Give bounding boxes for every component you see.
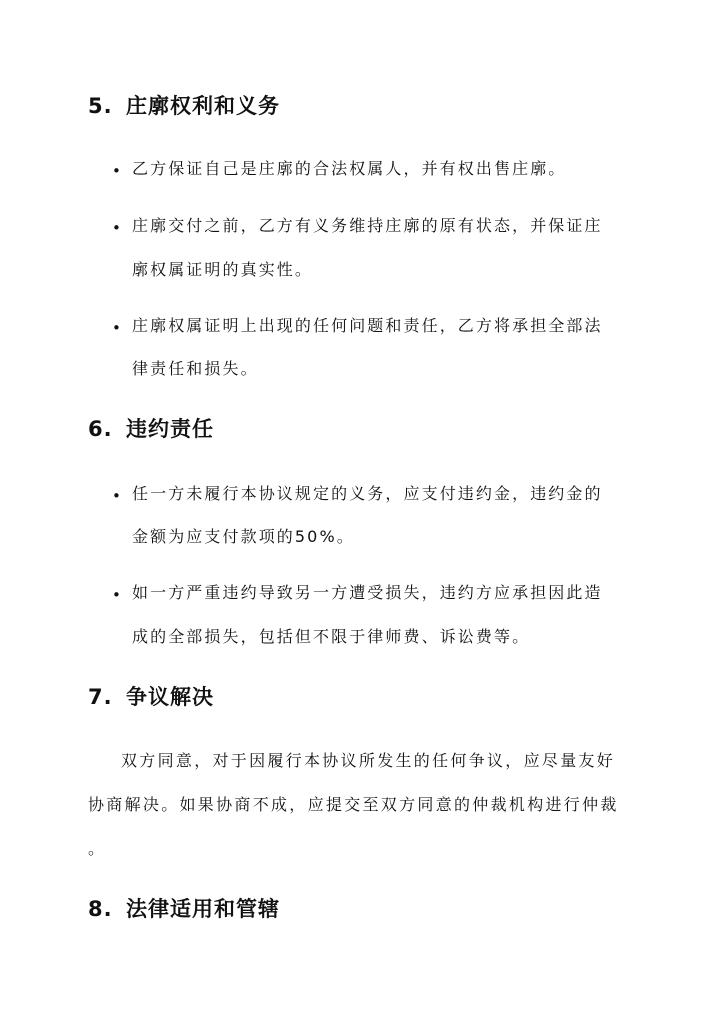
paragraph-line: 双方同意，对于因履行本协议所发生的任何争议，应尽量友好 [121, 751, 616, 770]
list-item-text: 庄廓权属证明上出现的任何问题和责任，乙方将承担全部法 [132, 316, 603, 335]
section-title: 庄廓权利和义务 [126, 94, 280, 118]
list-item-text: 庄廓交付之前，乙方有义务维持庄廓的原有状态，并保证庄 [132, 216, 603, 235]
list-item-text: 如一方严重违约导致另一方遭受损失，违约方应承担因此造 [132, 583, 603, 602]
bullet-marker: • [112, 219, 121, 237]
section-title: 法律适用和管辖 [126, 897, 280, 921]
list-item-text: 乙方保证自己是庄廓的合法权属人，并有权出售庄廓。 [132, 159, 567, 178]
list-item-text: 金额为应支付款项的50%。 [132, 527, 355, 546]
section-number: 7. [88, 685, 113, 709]
section-6-heading [88, 413, 214, 443]
section-number: 6. [88, 417, 113, 441]
section-title: 违约责任 [126, 417, 214, 441]
bullet-marker: • [112, 586, 121, 604]
section-title: 争议解决 [126, 685, 214, 709]
list-item-text: 成的全部损失，包括但不限于律师费、诉讼费等。 [132, 627, 531, 646]
section-7-heading [88, 681, 214, 711]
section-number: 5. [88, 94, 113, 118]
paragraph-line: 协商解决。如果协商不成，应提交至双方同意的仲裁机构进行仲裁 [88, 795, 619, 814]
list-item-text: 律责任和损失。 [132, 359, 259, 378]
bullet-marker: • [112, 162, 121, 180]
list-item-text: 廓权属证明的真实性。 [132, 260, 314, 279]
list-item-text: 任一方未履行本协议规定的义务，应支付违约金，违约金的 [132, 484, 603, 503]
bullet-marker: • [112, 319, 121, 337]
section-8-heading [88, 893, 280, 923]
bullet-marker: • [112, 487, 121, 505]
section-number: 8. [88, 897, 113, 921]
paragraph-line: 。 [88, 839, 107, 858]
section-5-heading [88, 90, 280, 120]
